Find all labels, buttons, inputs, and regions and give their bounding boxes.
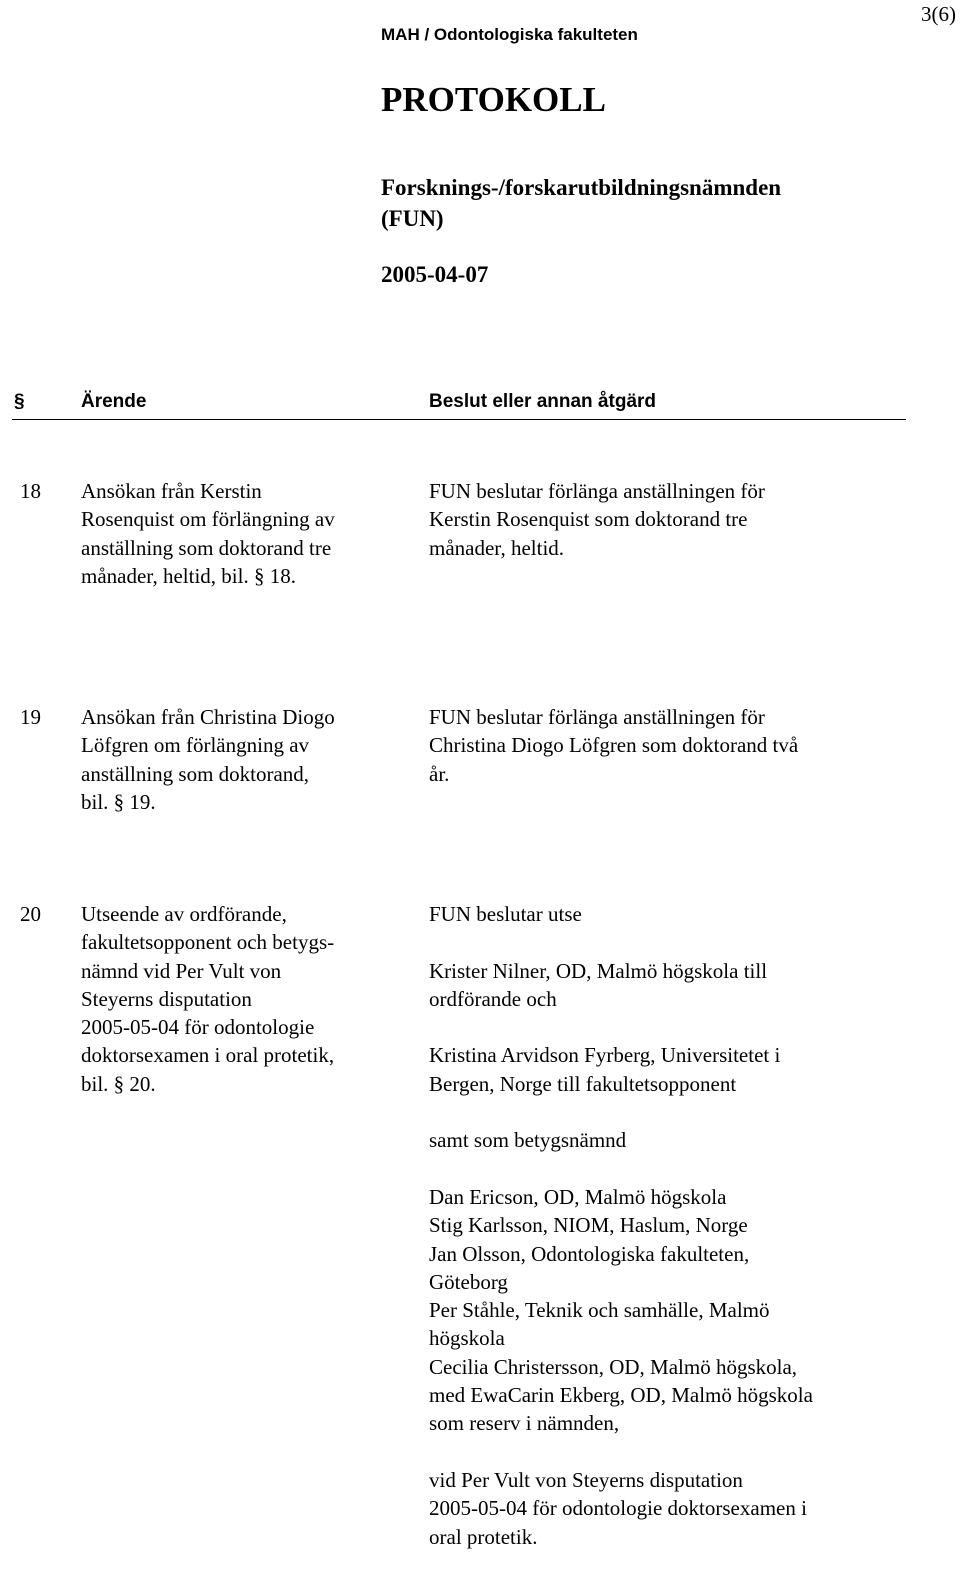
document-title: PROTOKOLL — [381, 80, 606, 119]
arende-line: doktorsexamen i oral protetik, — [81, 1043, 335, 1068]
arende-line: Löfgren om förlängning av — [81, 733, 310, 758]
beslut-line: FUN beslutar utse — [429, 902, 582, 926]
item-number: 20 — [20, 902, 41, 926]
beslut-line: Göteborg — [429, 1269, 508, 1294]
beslut-line: Per Ståhle, Teknik och samhälle, Malmö — [429, 1298, 770, 1323]
beslut-line: ordförande och — [429, 986, 557, 1011]
arende-line: 2005-05-04 för odontologie — [81, 1015, 315, 1040]
beslut-line: 2005-05-04 för odontologie doktorsexamen i — [429, 1496, 807, 1521]
beslut-paragraph — [429, 1126, 899, 1154]
arende-line: månader, heltid, bil. § 18. — [81, 563, 296, 588]
beslut-line: Kristina Arvidson Fyrberg, Universitetet i — [429, 1043, 781, 1068]
meeting-date: 2005-04-07 — [381, 262, 489, 287]
arende-line: anställning som doktorand tre — [81, 535, 332, 560]
arende-line: Steyerns disputation — [81, 986, 252, 1011]
beslut-line: Cecilia Christersson, OD, Malmö högskola, — [429, 1354, 798, 1379]
arende-line: Utseende av ordförande, — [81, 902, 287, 926]
column-header-beslut: Beslut eller annan åtgärd — [429, 391, 657, 412]
item-number: 18 — [20, 479, 41, 503]
item-number: 19 — [20, 705, 41, 729]
column-header-paragraph: § — [14, 391, 25, 412]
beslut-line: Bergen, Norge till fakultetsopponent — [429, 1071, 737, 1096]
arende-line: anställning som doktorand, — [81, 761, 310, 786]
committee-line-2: (FUN) — [381, 206, 444, 231]
beslut-line: Christina Diogo Löfgren som doktorand två — [429, 733, 799, 758]
beslut-paragraph — [429, 1466, 899, 1551]
arende-line: fakultetsopponent och betygs- — [81, 930, 335, 955]
organization-header: MAH / Odontologiska fakulteten — [381, 25, 638, 44]
item-arende — [81, 703, 401, 816]
beslut-line: månader, heltid. — [429, 535, 565, 560]
arende-line: bil. § 19. — [81, 789, 156, 814]
header-divider — [12, 419, 906, 420]
arende-line: Ansökan från Christina Diogo — [81, 705, 335, 729]
beslut-line: oral protetik. — [429, 1524, 538, 1549]
item-arende — [81, 477, 401, 590]
item-arende — [81, 900, 401, 1098]
beslut-line: Dan Ericson, OD, Malmö högskola — [429, 1184, 727, 1209]
beslut-line: FUN beslutar förlänga anställningen för — [429, 479, 765, 503]
item-beslut — [429, 703, 899, 788]
arende-line: nämnd vid Per Vult von — [81, 958, 282, 983]
beslut-line: Stig Karlsson, NIOM, Haslum, Norge — [429, 1213, 748, 1238]
beslut-line: som reserv i nämnden, — [429, 1411, 620, 1436]
arende-line: Rosenquist om förlängning av — [81, 507, 335, 532]
beslut-paragraph — [429, 1183, 899, 1438]
beslut-line: FUN beslutar förlänga anställningen för — [429, 705, 765, 729]
beslut-line: samt som betygsnämnd — [429, 1128, 627, 1153]
beslut-line: Jan Olsson, Odontologiska fakulteten, — [429, 1241, 750, 1266]
beslut-line: Kerstin Rosenquist som doktorand tre — [429, 507, 748, 532]
arende-line: bil. § 20. — [81, 1071, 156, 1096]
item-beslut — [429, 477, 899, 562]
beslut-paragraph — [429, 957, 899, 1014]
column-header-arende: Ärende — [81, 391, 147, 412]
beslut-line: högskola — [429, 1326, 505, 1351]
beslut-line: vid Per Vult von Steyerns disputation — [429, 1467, 743, 1492]
page-number: 3(6) — [921, 2, 956, 26]
item-beslut — [429, 900, 899, 1579]
beslut-line: år. — [429, 761, 450, 786]
beslut-paragraph — [429, 1041, 899, 1098]
committee-line-1: Forsknings-/forskarutbildningsnämnden — [381, 175, 782, 200]
committee-name — [381, 172, 901, 234]
arende-line: Ansökan från Kerstin — [81, 479, 262, 503]
beslut-line: med EwaCarin Ekberg, OD, Malmö högskola — [429, 1383, 813, 1408]
beslut-line: Krister Nilner, OD, Malmö högskola till — [429, 958, 768, 983]
beslut-paragraph — [429, 900, 899, 928]
